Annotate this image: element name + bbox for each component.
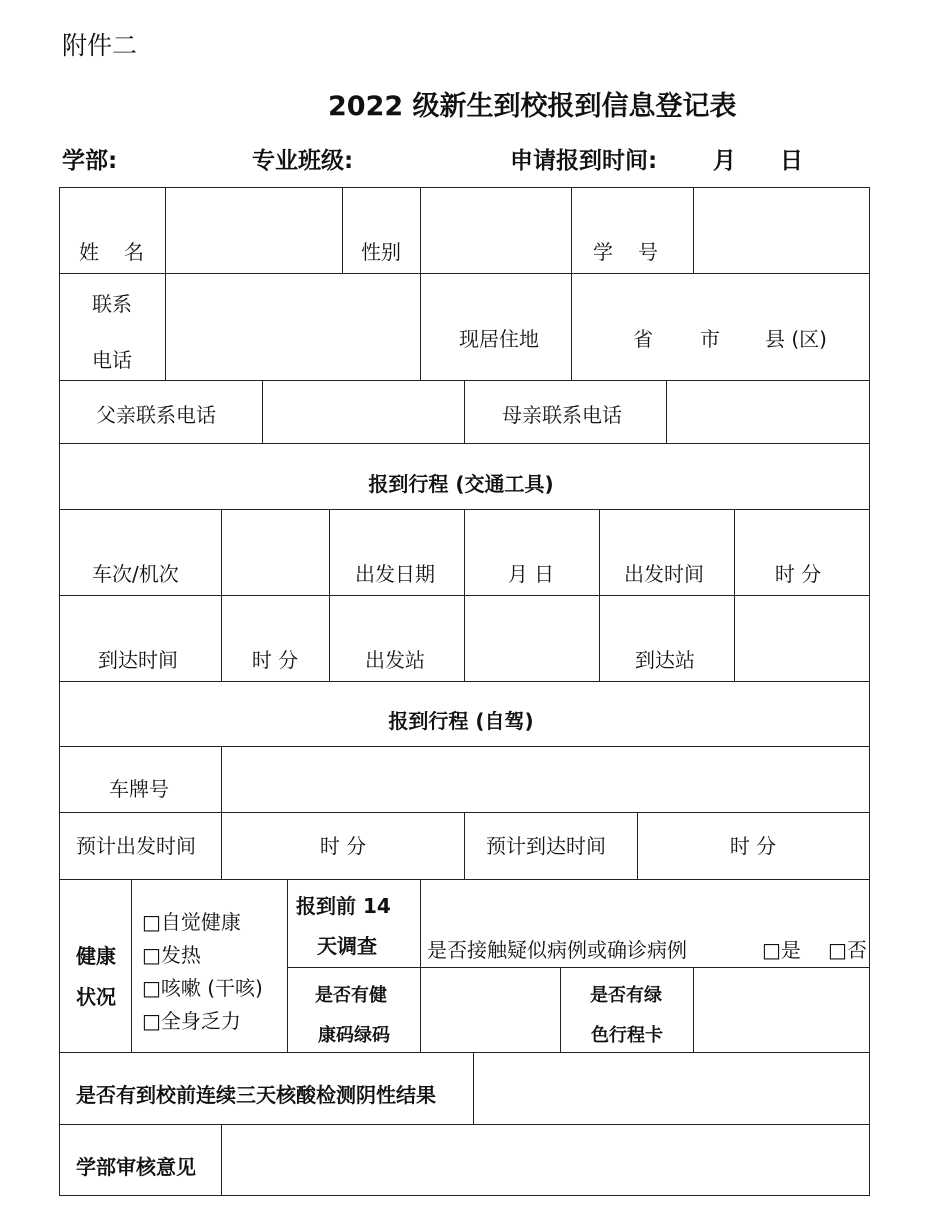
table-rule: [59, 443, 870, 444]
health-option[interactable]: □全身乏力: [142, 1009, 241, 1033]
depart-station-label: 出发站: [365, 648, 425, 672]
phone-label-a: 联系: [92, 292, 132, 316]
survey-label-b: 天调查: [317, 934, 377, 958]
health-option[interactable]: □自觉健康: [142, 910, 241, 934]
contact-no-checkbox[interactable]: □否: [828, 938, 867, 962]
contact-yes-checkbox[interactable]: □是: [762, 938, 801, 962]
table-rule: [59, 879, 870, 880]
major-class-label: 专业班级:: [252, 148, 354, 174]
health-option[interactable]: □发热: [142, 943, 201, 967]
health-code-label-a: 是否有健: [315, 985, 387, 1006]
table-rule: [473, 1052, 474, 1124]
est-arrive-label: 预计到达时间: [486, 834, 606, 858]
table-rule: [571, 187, 572, 273]
table-rule: [464, 509, 465, 681]
health-option[interactable]: □咳嗽 (干咳): [142, 976, 263, 1000]
table-rule: [59, 187, 870, 188]
student-no-label-a: 学: [593, 240, 613, 264]
province-label: 省: [633, 327, 653, 351]
student-no-label-b: 号: [638, 240, 658, 264]
trip-card-label-a: 是否有绿: [590, 985, 662, 1006]
survey-label-a: 报到前 14: [296, 894, 391, 918]
table-rule: [420, 273, 421, 380]
dept-review-label: 学部审核意见: [76, 1155, 196, 1179]
health-code-label-b: 康码绿码: [318, 1025, 390, 1046]
arrive-station-label: 到达站: [635, 648, 695, 672]
contact-question: 是否接触疑似病例或确诊病例: [427, 938, 687, 962]
department-label: 学部:: [62, 148, 118, 174]
table-rule: [693, 967, 694, 1052]
table-rule: [59, 1052, 870, 1053]
table-rule: [734, 509, 735, 681]
table-rule: [221, 509, 222, 681]
trip-card-label-b: 色行程卡: [591, 1025, 663, 1046]
table-rule: [464, 380, 465, 443]
est-depart-value: 时 分: [319, 834, 367, 858]
nucleic-test-label: 是否有到校前连续三天核酸检测阴性结果: [76, 1083, 436, 1107]
table-rule: [221, 812, 222, 879]
table-rule: [59, 681, 870, 682]
section-selfdrive-title: 报到行程 (自驾): [388, 709, 534, 733]
table-rule: [420, 879, 421, 1052]
table-rule: [221, 1124, 222, 1195]
apply-time-label: 申请报到时间:: [510, 148, 658, 174]
table-rule: [287, 879, 288, 1052]
table-rule: [287, 967, 870, 968]
est-arrive-value: 时 分: [729, 834, 777, 858]
city-label: 市: [700, 327, 720, 351]
table-rule: [165, 187, 166, 273]
health-label-b: 状况: [76, 985, 116, 1009]
depart-time-label: 出发时间: [624, 562, 704, 586]
table-rule: [693, 187, 694, 273]
phone-label-b: 电话: [92, 348, 132, 372]
depart-time-value: 时 分: [774, 562, 822, 586]
plate-no-label: 车牌号: [109, 777, 169, 801]
table-rule: [464, 812, 465, 879]
depart-date-value: 月 日: [507, 562, 555, 586]
table-rule: [637, 812, 638, 879]
name-label-a: 姓: [79, 240, 99, 264]
table-border-right: [869, 187, 870, 1196]
mother-phone-label: 母亲联系电话: [502, 403, 622, 427]
table-rule: [59, 273, 870, 274]
table-rule: [599, 509, 600, 681]
depart-date-label: 出发日期: [355, 562, 435, 586]
table-rule: [59, 1195, 870, 1196]
table-rule: [165, 273, 166, 380]
attachment-label: 附件二: [62, 31, 138, 60]
residence-label: 现居住地: [459, 327, 539, 351]
table-rule: [131, 879, 132, 1052]
table-rule: [262, 380, 263, 443]
table-rule: [221, 746, 222, 812]
health-label-a: 健康: [76, 944, 116, 968]
table-rule: [342, 187, 343, 273]
table-rule: [329, 509, 330, 681]
table-rule: [666, 380, 667, 443]
apply-month-label: 月: [713, 148, 736, 174]
table-rule: [420, 187, 421, 273]
est-depart-label: 预计出发时间: [76, 834, 196, 858]
table-border-left: [59, 187, 60, 1196]
apply-day-label: 日: [780, 148, 803, 174]
table-rule: [59, 1124, 870, 1125]
table-rule: [560, 967, 561, 1052]
arrive-time-value: 时 分: [251, 648, 299, 672]
train-no-label: 车次/机次: [92, 562, 179, 586]
section-transport-title: 报到行程 (交通工具): [368, 472, 554, 496]
name-label-b: 名: [124, 240, 144, 264]
county-label: 县 (区): [765, 327, 827, 351]
father-phone-label: 父亲联系电话: [96, 403, 216, 427]
gender-label: 性别: [361, 240, 401, 264]
form-title: 2022 级新生到校报到信息登记表: [328, 91, 737, 122]
table-rule: [571, 273, 572, 380]
arrive-time-label: 到达时间: [98, 648, 178, 672]
table-rule: [59, 746, 870, 747]
